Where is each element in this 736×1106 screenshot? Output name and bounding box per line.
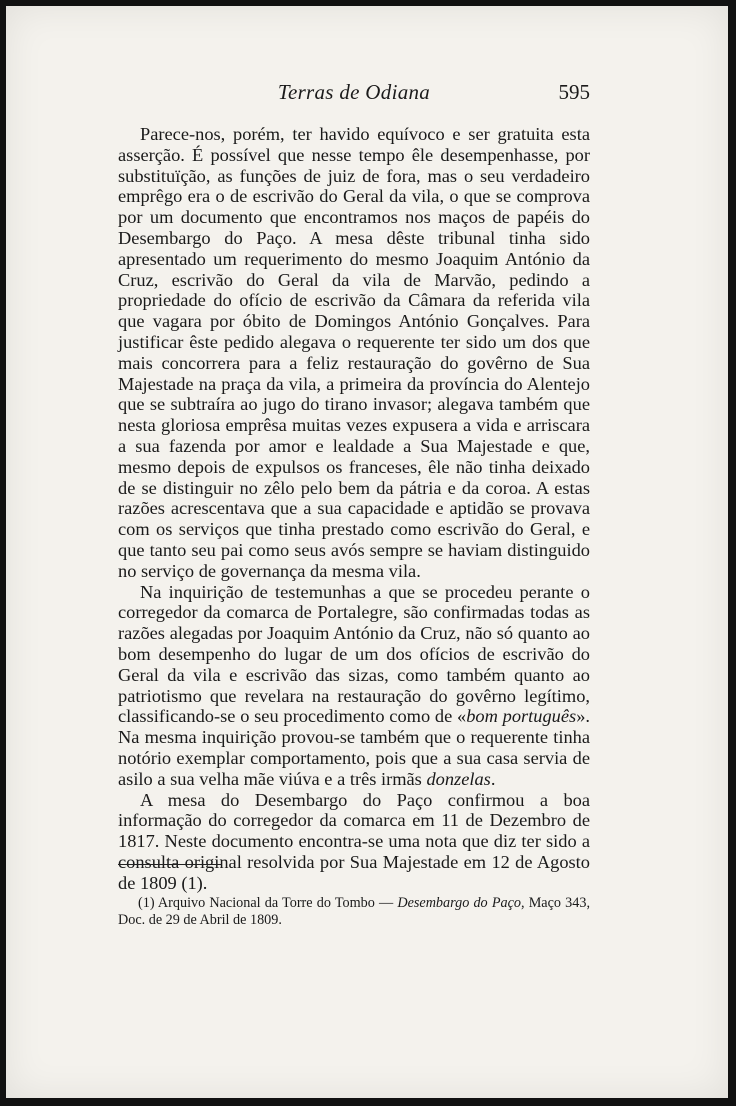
paragraph-2-text-a: Na inquirição de testemunhas a que se procedeu perante o corregedor da comarca de Portalegre, são confirmadas todas as razões alegadas por Joaquim António da Cruz, não só quanto ao bom desempenho do lugar de um dos ofícios de escrivão do Geral da vila e escrivão das sizas, como também quanto ao patriotismo que revelara na restauração do govêrno legítimo, classificando-se o seu procedimento como de « <box>118 581 590 727</box>
book-page <box>6 6 728 1098</box>
footnote <box>118 895 590 929</box>
paragraph-1: Parece-nos, porém, ter havido equívoco e ser gratuita esta asserção. É possível que nesse tempo êle desempenhasse, por substituïção, as funções de juiz de fora, mas o seu verdadeiro emprêgo era o de escrivão do Geral da vila, o que se comprova por um documento que encontramos nos maços de papéis do Desembargo do Paço. A mesa dêste tribunal tinha sido apresentado um requerimento do mesmo Joaquim António da Cruz, escrivão do Geral da vila de Marvão, pedindo a propriedade do ofício de escrivão da Câmara da referida vila que vagara por óbito de Domingos António Gonçalves. Para justificar êste pedido alegava o requerente ter sido um dos que mais concorrera para a feliz restauração do govêrno de Sua Majestade na praça da vila, a primeira da província do Alentejo que se subtraíra ao jugo do tirano invasor; alegava também que nesta gloriosa emprêsa muitas vezes expusera a vida e arriscara a sua fazenda por amor e lealdade a Sua Majestade e que, mesmo depois de expulsos os franceses, êle não tinha deixado de se distinguir no zêlo pelo bem da pátria e da coroa. A estas razões acrescentava que a sua capacidade e aptidão se provava com os serviços que tinha prestado como escrivão do Geral, e que tanto seu pai como seus avós sempre se haviam distinguido no serviço de governança da mesma vila. <box>118 124 590 581</box>
italic-phrase-bom-portugues: bom português <box>466 706 577 727</box>
italic-word-donzelas: donzelas <box>426 768 491 789</box>
paragraph-3: A mesa do Desembargo do Paço confirmou a boa informação do corregedor da comarca em 11 de Dezembro de 1817. Neste documento encontra-se uma nota que diz ter sido a consulta original resolvida por Sua Majestade em 12 de Agosto de 1809 (1). <box>118 789 590 893</box>
paragraph-2-text-c: . <box>490 768 496 789</box>
footnote-separator <box>118 864 222 865</box>
page-number: 595 <box>558 80 590 104</box>
running-head <box>118 80 590 110</box>
paragraph-2-text-b: ». Na mesma inquirição provou-se também que o requerente tinha notório exemplar comportamento, pois que a sua casa servia de asilo a sua velha mãe viúva e a três irmãs <box>118 706 590 789</box>
body-text <box>118 124 590 893</box>
running-title: Terras de Odiana <box>277 80 431 104</box>
footnote-text-a: (1) Arquivo Nacional da Torre do Tombo — <box>138 895 398 911</box>
footnote-italic-source: Desembargo do Paço <box>397 895 521 911</box>
paragraph-2 <box>118 582 590 790</box>
footnote-text-b: , Maço 343, Doc. de 29 de Abril de 1809. <box>118 895 590 928</box>
